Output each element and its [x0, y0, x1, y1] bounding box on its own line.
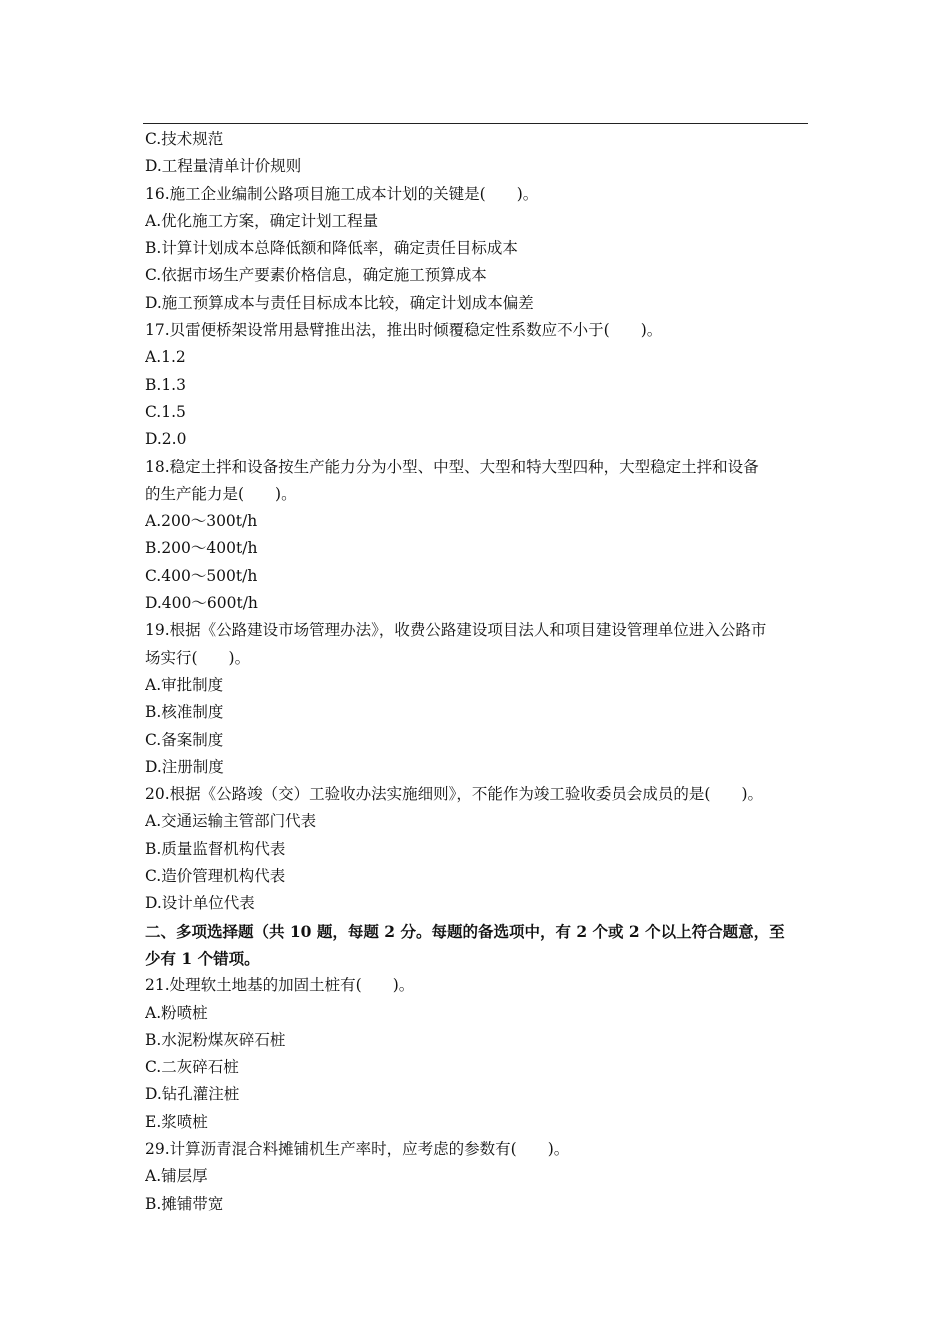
text-line: 16.施工企业编制公路项目施工成本计划的关键是( )。	[145, 184, 539, 203]
text-line: 18.稳定土拌和设备按生产能力分为小型、中型、大型和特大型四种，大型稳定土拌和设备	[145, 457, 759, 476]
text-line: C.造价管理机构代表	[145, 867, 286, 886]
text-line: B.1.3	[145, 375, 186, 394]
text-line: D.注册制度	[145, 757, 224, 776]
text-line: C.1.5	[145, 402, 186, 421]
text-line: A.200～300t/h	[145, 512, 258, 531]
text-line: B.水泥粉煤灰碎石桩	[145, 1030, 286, 1049]
text-line: 20.根据《公路竣（交）工验收办法实施细则》，不能作为竣工验收委员会成员的是( )。	[145, 785, 763, 804]
section-heading-line: 二、多项选择题（共 10 题，每题 2 分。每题的备选项中，有 2 个或 2 个以上符合题意，至	[145, 921, 785, 941]
text-line: C.400～500t/h	[145, 566, 258, 585]
text-line: B.计算计划成本总降低额和降低率，确定责任目标成本	[145, 239, 518, 258]
text-line: 17.贝雷便桥架设常用悬臂推出法，推出时倾覆稳定性系数应不小于( )。	[145, 321, 663, 340]
text-line: C.技术规范	[145, 130, 224, 148]
text-line: A.审批制度	[145, 675, 224, 694]
text-line: A.铺层厚	[145, 1167, 208, 1186]
text-line: C.备案制度	[145, 730, 224, 749]
text-line: C.二灰碎石桩	[145, 1058, 239, 1077]
text-line: 29.计算沥青混合料摊铺机生产率时，应考虑的参数有( )。	[145, 1139, 570, 1158]
text-line: C.依据市场生产要素价格信息，确定施工预算成本	[145, 266, 487, 285]
text-line: B.核准制度	[145, 703, 224, 722]
document-page	[143, 0, 808, 1344]
text-line: A.1.2	[145, 348, 186, 367]
text-line: D.400～600t/h	[145, 594, 258, 613]
text-line: D.施工预算成本与责任目标成本比较，确定计划成本偏差	[145, 293, 534, 312]
text-line: E.浆喷桩	[145, 1112, 208, 1131]
text-line: D.工程量清单计价规则	[145, 157, 302, 176]
text-line: 21.处理软土地基的加固土桩有( )。	[145, 976, 415, 995]
text-line: 19.根据《公路建设市场管理办法》，收费公路建设项目法人和项目建设管理单位进入公路市	[145, 621, 767, 640]
text-line: B.摊铺带宽	[145, 1194, 224, 1213]
text-line: D.设计单位代表	[145, 894, 255, 913]
text-line: D.钻孔灌注桩	[145, 1085, 240, 1104]
text-line: A.粉喷桩	[145, 1003, 208, 1022]
text-line: B.200～400t/h	[145, 539, 258, 558]
text-line: A.交通运输主管部门代表	[145, 812, 317, 831]
text-line: 场实行( )。	[145, 648, 251, 667]
text-line: A.优化施工方案，确定计划工程量	[145, 211, 379, 230]
question-text-body	[145, 126, 808, 1218]
header-rule	[143, 123, 808, 124]
text-line: 的生产能力是( )。	[145, 484, 297, 503]
text-line: D.2.0	[145, 430, 187, 449]
section-heading-line: 少有 1 个错项。	[145, 948, 260, 968]
text-line: B.质量监督机构代表	[145, 839, 286, 858]
